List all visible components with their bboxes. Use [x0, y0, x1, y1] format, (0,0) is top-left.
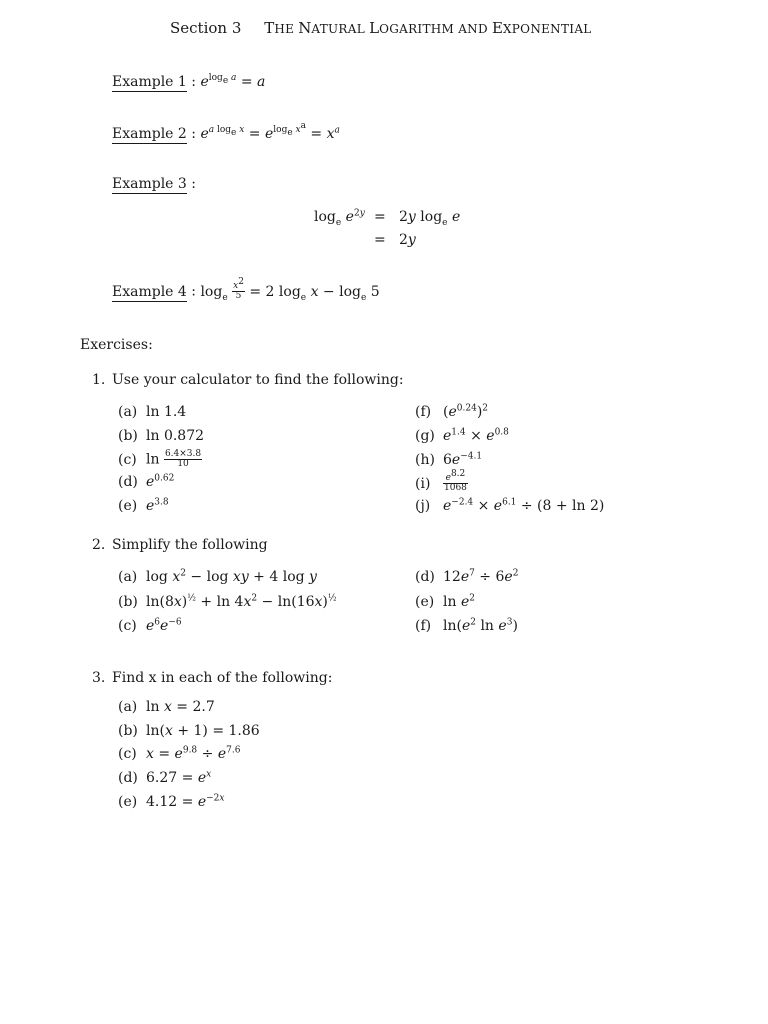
example-4: Example 4 : $\log_e$ $\frac{x^2}{5}$ = 2 $\log_e x - \log_e 5$ — [112, 277, 380, 303]
q3-item-c: (c) $x = e^{9.8} \div e^{7.6}$ — [118, 745, 241, 762]
q2-item-c: (c) $e^6e^{-6}$ — [118, 617, 182, 634]
q1-item-f: (f) $(e^{0.24})^2$ — [415, 403, 489, 420]
question-3: 3. Find x in each of the following: — [92, 670, 333, 686]
section-title: THE NATURAL LOGARITHM AND EXPONENTIAL — [264, 19, 592, 37]
q1-item-e: (e) $e^{3.8}$ — [118, 497, 169, 514]
q3-item-a: (a) ln x = 2.7 — [118, 699, 215, 715]
example-3: Example 3 : — [112, 176, 196, 192]
q2-item-b: (b) $\ln(8x)^{\frac{1}{2}} + \ln 4x^2 - \ln(16x)^{\frac{1}{2}}$ — [118, 593, 337, 610]
q2-item-e: (e) $\ln e^2$ — [415, 593, 475, 610]
q1-item-h: (h) $6e^{-4.1}$ — [415, 451, 483, 468]
q1-item-a: (a) ln 1.4 — [118, 404, 187, 420]
q1-item-i: (i) $\frac{e^{8.2}}{1068}$ — [415, 469, 467, 493]
example-3-line-1: $\log_e e^{2y}$ — [314, 208, 365, 228]
q3-item-e: (e) $4.12 = e^{-2x}$ — [118, 793, 225, 810]
q3-item-d: (d) $6.27 = e^x$ — [118, 769, 212, 786]
example-1: Example 1 : $e^{log_e a} = a$ — [112, 73, 266, 90]
example-3-label: Example 3 — [112, 176, 187, 192]
question-2: 2. Simplify the following — [92, 537, 268, 553]
example-3-rhs-2: 2y — [399, 232, 416, 248]
q1-item-d: (d) $e^{0.62}$ — [118, 473, 175, 490]
q1-item-b: (b) ln 0.872 — [118, 428, 205, 444]
q1-item-c: (c) ln $\frac{6.4\times 3.8}{10}$ — [118, 449, 202, 469]
example-3-rhs-1: 2y $\log_e e$ — [399, 209, 461, 228]
example-3-eq-2: = — [374, 232, 386, 248]
q2-item-d: (d) $12e^7 \div 6e^2$ — [415, 568, 519, 585]
example-2-label: Example 2 — [112, 126, 187, 142]
example-4-formula: $\log_e$ $\frac{x^2}{5}$ = 2 $\log_e x - \log_e 5$ — [200, 277, 380, 303]
example-1-label: Example 1 — [112, 74, 187, 90]
example-2: Example 2 : $e^{a log_e x} = e^{log_e x^a} = x^a$ — [112, 121, 340, 142]
question-1: 1. Use your calculator to find the following: — [92, 372, 404, 388]
page-header — [170, 19, 592, 37]
section-number: Section 3 — [170, 19, 242, 37]
example-3-eq-1: = — [374, 209, 386, 225]
q2-item-a: (a) $\log x^2 - \log$ xy + 4 log y — [118, 568, 317, 585]
q2-item-f: (f) $\ln(e^2$ $\ln e^3$) — [415, 617, 518, 634]
example-1-formula: $e^{log_e a} = a$ — [200, 73, 266, 90]
exercises-heading: Exercises: — [80, 337, 153, 353]
q1-item-j: (j) $e^{-2.4} \times e^{6.1} \div (8 + \ln 2)$ — [415, 497, 605, 514]
q1-item-g: (g) $e^{1.4} \times e^{0.8}$ — [415, 427, 509, 444]
example-2-formula: $e^{a log_e x} = e^{log_e x^a} = x^a$ — [200, 121, 340, 142]
q3-item-b: (b) ln(x + 1) = 1.86 — [118, 723, 260, 739]
example-4-label: Example 4 — [112, 283, 187, 300]
